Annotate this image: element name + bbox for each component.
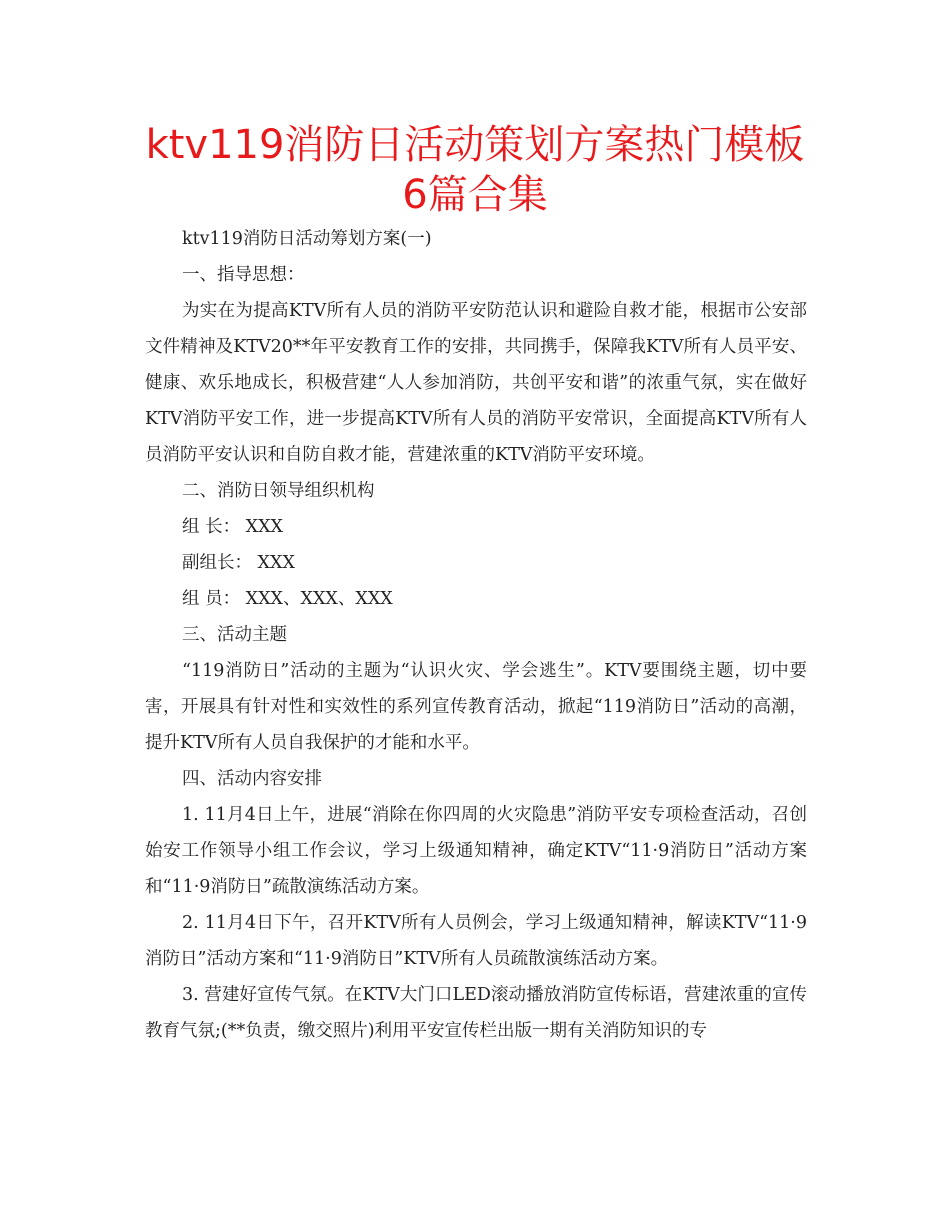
list-item-3: 3. 营建好宣传气氛。在KTV大门口LED滚动播放消防宣传标语，营建浓重的宣传教育气氛;(**负责，缴交照片)利用平安宣传栏出版一期有关消防知识的专 bbox=[145, 985, 807, 1041]
paragraph-theme: “119消防日”活动的主题为“认识火灾、学会逃生”。KTV要围绕主题，切中要害，开展具有针对性和实效性的系列宣传教育活动，掀起“119消防日”活动的高潮，提升KTV所有人员自我保护的才能和水平。 bbox=[145, 661, 807, 753]
plan-heading: ktv119消防日活动筹划方案(一) bbox=[182, 229, 432, 249]
org-leader: 组 长： XXX bbox=[182, 517, 284, 537]
section-heading-theme: 三、活动主题 bbox=[182, 625, 287, 645]
section-heading-guiding-thought: 一、指导思想： bbox=[182, 265, 305, 285]
list-item-2: 2. 11月4日下午，召开KTV所有人员例会，学习上级通知精神，解读KTV“11·9消防日”活动方案和“11·9消防日”KTV所有人员疏散演练活动方案。 bbox=[145, 913, 807, 969]
org-members: 组 员： XXX、XXX、XXX bbox=[182, 589, 393, 609]
section-heading-arrangement: 四、活动内容安排 bbox=[182, 769, 322, 789]
document-title: ktv119消防日活动策划方案热门模板6篇合集 bbox=[145, 122, 805, 218]
list-item-1: 1. 11月4日上午，进展“消除在你四周的火灾隐患”消防平安专项检查活动，召创始安工作领导小组工作会议，学习上级通知精神，确定KTV“11·9消防日”活动方案和“11·9消防日”疏散演练活动方案。 bbox=[145, 805, 807, 897]
document-body bbox=[145, 221, 807, 1049]
org-deputy-leader: 副组长： XXX bbox=[182, 553, 295, 573]
paragraph-guiding-thought: 为实在为提高KTV所有人员的消防平安防范认识和避险自救才能，根据市公安部文件精神及KTV20**年平安教育工作的安排，共同携手，保障我KTV所有人员平安、健康、欢乐地成长，积极营建“人人参加消防，共创平安和谐”的浓重气氛，实在做好KTV消防平安工作，进一步提高KTV所有人员的消防平安常识，全面提高KTV所有人员消防平安认识和自防自救才能，营建浓重的KTV消防平安环境。 bbox=[145, 301, 807, 465]
section-heading-organization: 二、消防日领导组织机构 bbox=[182, 481, 375, 501]
